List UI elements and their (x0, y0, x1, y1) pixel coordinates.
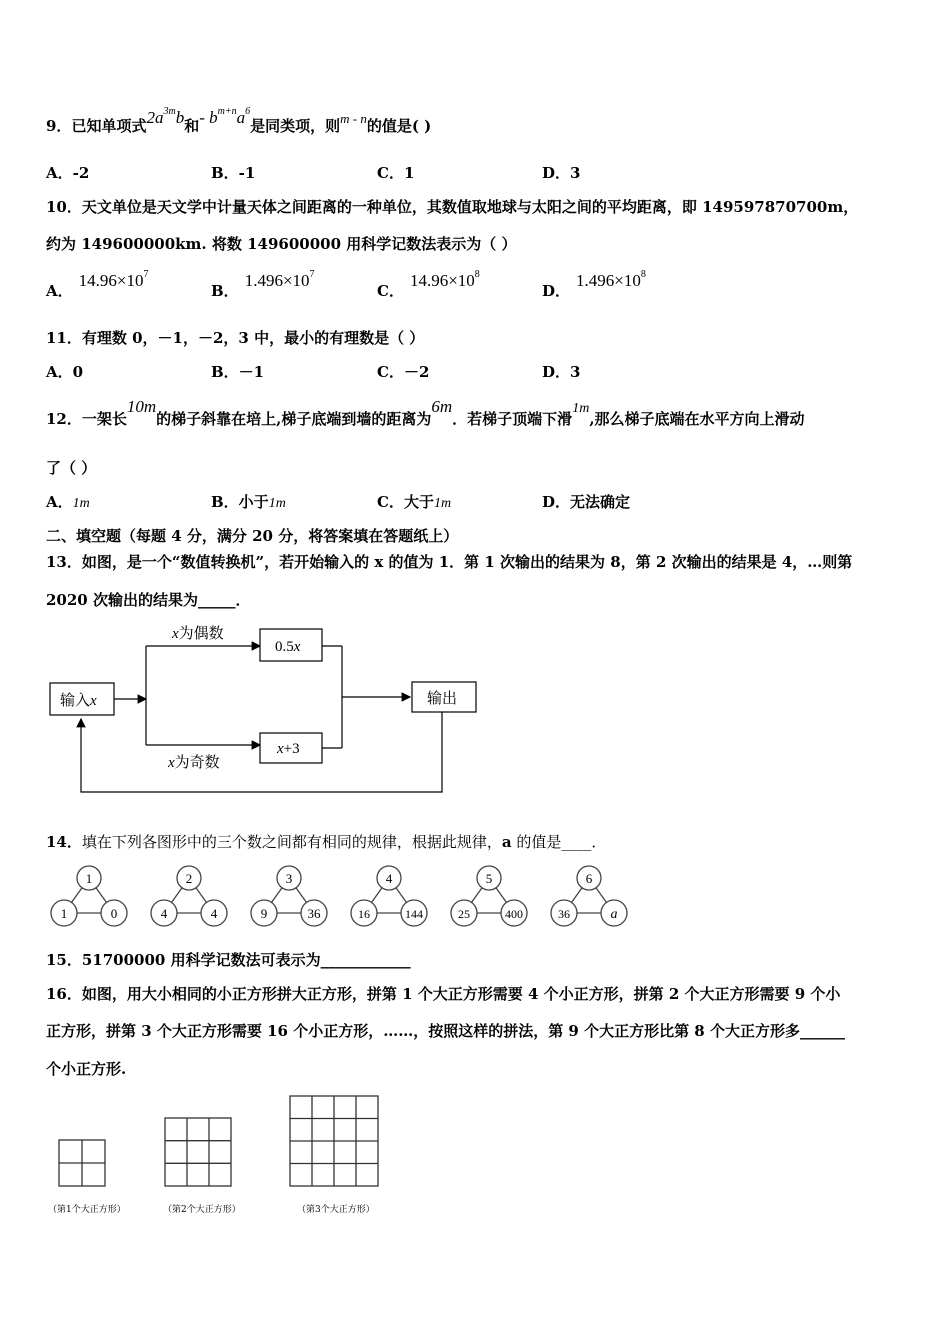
q12-stem: 12．一架长10m的梯子斜靠在培上,梯子底端到墙的距离为6m．若梯子顶端下滑1m,那么梯子底端在水平方向上滑动 (46, 397, 805, 428)
q11-option-c: C．－2 (377, 363, 430, 381)
triangle-6-top: 6 (585, 871, 593, 886)
flow-input-label: 输入x (60, 693, 97, 709)
triangle-4-right: 144 (405, 907, 423, 921)
q9-text-1: 已知单项式 (71, 117, 147, 135)
q9-stem (46, 106, 432, 136)
q9-text-4: 的值是( ) (366, 117, 432, 135)
q13-line-2: 2020 次输出的结果为_____． (46, 591, 251, 609)
q12-distance: 6m (431, 397, 453, 416)
flow-odd-condition: x为奇数 (168, 755, 220, 771)
triangle-3-left: 9 (260, 906, 268, 921)
triangle-2-top: 2 (185, 871, 193, 886)
q10-option-d: D．$1.496\times 10^8$ (542, 269, 646, 300)
triangle-3-right: 36 (307, 906, 321, 921)
triangle-3 (251, 866, 327, 926)
flow-output-label: 输出 (427, 691, 458, 707)
big-square-3 (290, 1096, 378, 1186)
q9-expression: m - n (340, 111, 367, 126)
triangle-1-top: 1 (85, 871, 93, 886)
q12-line-2: 了（ ） (46, 459, 97, 477)
q14-triangles (44, 860, 634, 932)
q11-option-a: A．0 (46, 363, 84, 381)
q9-monomial-2: - $b^{m+n}a^6$ (199, 106, 251, 127)
triangle-6-left: 36 (558, 907, 570, 921)
q9-text-3: 是同类项，则 (250, 117, 341, 135)
q16-line-2: 正方形，拼第 3 个大正方形需要 16 个小正方形，……，按照这样的拼法，第 9 个大正方形比第 8 个大正方形多______ (46, 1022, 845, 1040)
q9-option-d: D．3 (542, 164, 581, 182)
flow-even-op: 0.5x (275, 639, 301, 655)
triangle-6 (551, 866, 627, 926)
big-square-1 (59, 1140, 105, 1186)
triangle-2-left: 4 (160, 906, 168, 921)
q9-monomial-1: $2a^{3m}b$ (146, 106, 185, 127)
q12-option-d: D．无法确定 (542, 493, 631, 511)
triangle-4-left: 16 (358, 907, 370, 921)
flow-even-condition: x为偶数 (172, 626, 224, 642)
q12-option-c: C．大于1m (377, 493, 452, 511)
q13-line-1: 13．如图，是一个“数值转换机”，若开始输入的 x 的值为 1．第 1 次输出的结果为 8，第 2 次输出的结果是 4，…则第 (46, 553, 853, 571)
q12-option-a: A．1m (46, 493, 90, 511)
triangle-5-right: 400 (505, 907, 523, 921)
q16-squares (40, 1090, 400, 1190)
flow-odd-op: x+3 (277, 741, 300, 757)
caption-square-3: （第3个大正方形） (297, 1205, 375, 1215)
q9-number: 9． (46, 117, 72, 135)
q9-option-b: B．-1 (211, 164, 256, 182)
q11-option-d: D．3 (542, 363, 581, 381)
q13-flowchart (44, 615, 494, 800)
big-square-2 (165, 1118, 231, 1186)
triangle-2-right: 4 (210, 906, 218, 921)
q11-stem: 11．有理数 0，－1，－2，3 中，最小的有理数是（ ） (46, 329, 425, 347)
q9-option-a: A．-2 (46, 164, 90, 182)
triangle-5-left: 25 (458, 907, 470, 921)
q10-option-b: B．$1.496\times 10^7$ (211, 269, 315, 300)
triangle-3-top: 3 (285, 871, 293, 886)
q16-line-3: 个小正方形. (46, 1060, 127, 1078)
triangle-1-right: 0 (110, 906, 118, 921)
q11-option-b: B．－1 (211, 363, 265, 381)
q10-option-c: C．$14.96\times 10^8$ (377, 269, 480, 300)
q10-line-1: 10．天文单位是天文学中计量天体之间距离的一种单位，其数值取地球与太阳之间的平均距离，即 149597870700m， (46, 198, 859, 216)
q16-line-1: 16．如图，用大小相同的小正方形拼大正方形，拼第 1 个大正方形需要 4 个小正方形，拼第 2 个大正方形需要 9 个小 (46, 985, 841, 1003)
section-heading: 二、填空题（每题 4 分，满分 20 分，将答案填在答题纸上） (46, 527, 459, 545)
caption-square-1: （第1个大正方形） (48, 1205, 126, 1215)
triangle-5-top: 5 (485, 871, 493, 886)
q9-text-2: 和 (184, 117, 200, 135)
triangle-6-right: a (610, 907, 618, 922)
q12-option-b: B．小于1m (211, 493, 286, 511)
q15-stem: 15．51700000 用科学记数法可表示为____________ (46, 951, 411, 969)
q10-line-2: 约为 149600000km. 将数 149600000 用科学记数法表示为（ ） (46, 235, 517, 253)
q9-option-c: C．1 (377, 164, 415, 182)
q10-option-a: A．$14.96\times 10^7$ (46, 269, 149, 300)
triangle-4 (351, 866, 427, 926)
q12-slide: 1m (572, 401, 590, 416)
triangle-1-left: 1 (60, 906, 68, 921)
triangle-5 (451, 866, 527, 926)
triangle-1 (51, 866, 127, 926)
triangle-4-top: 4 (385, 871, 393, 886)
caption-square-2: （第2个大正方形） (163, 1205, 241, 1215)
q12-length: 10m (126, 397, 157, 416)
triangle-2 (151, 866, 227, 926)
q14-stem: 14．填在下列各图形中的三个数之间都有相同的规律，根据此规律，a 的值是____． (46, 833, 607, 851)
